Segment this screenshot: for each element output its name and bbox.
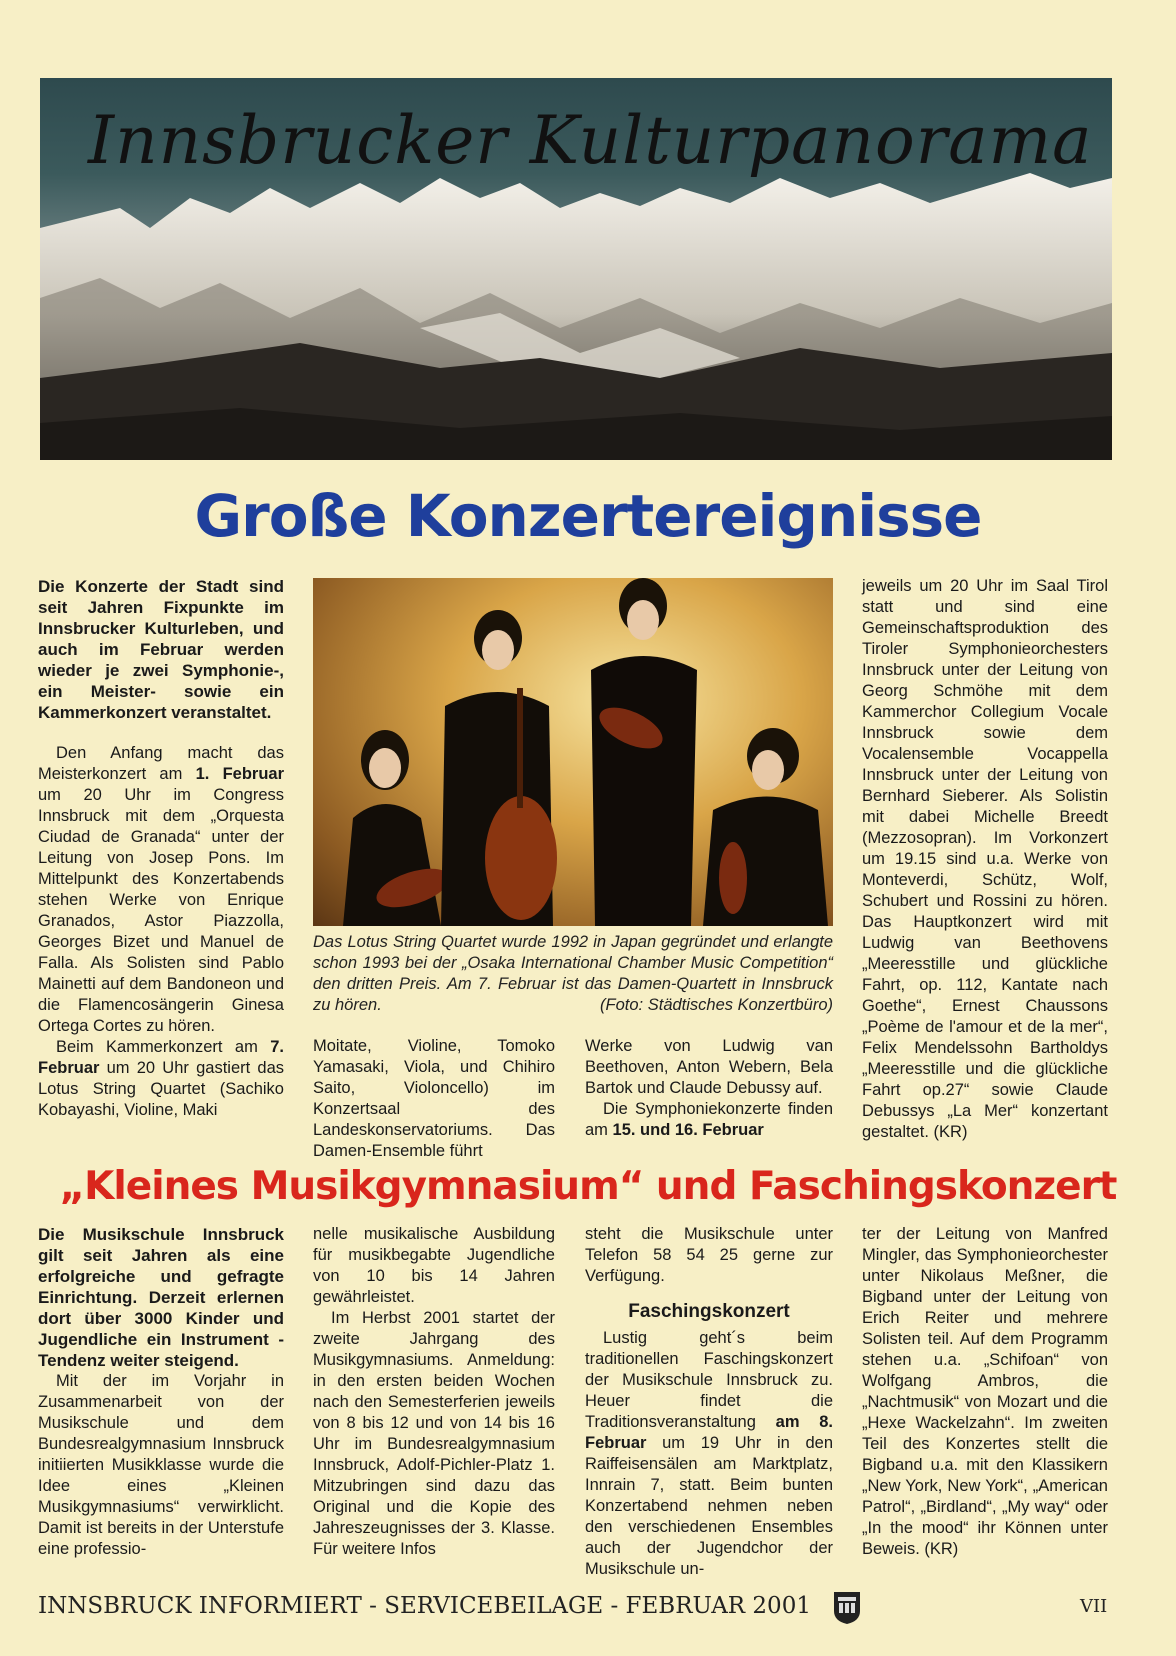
text-run: Den Anfang macht das Meisterkonzert am bbox=[38, 744, 284, 783]
article2-column4 bbox=[862, 1224, 1108, 1560]
article1-column4 bbox=[862, 576, 1108, 1143]
text-run: um 20 Uhr gastiert das Lotus String Quartet (Sachiko Kobayashi, Violine, Maki bbox=[38, 1059, 284, 1119]
subheading-faschingskonzert: Faschingskonzert bbox=[628, 1301, 790, 1322]
article2-lead: Die Musikschule Innsbruck gilt seit Jahren als eine erfolgreiche und gefragte Einrichtung. Derzeit erlernen dort über 3000 Kinder und Jugendliche ein Instrument - Tendenz weiter steigend. bbox=[38, 1225, 284, 1370]
article2-column1-paragraph1: Mit der im Vorjahr in Zusammenarbeit von der Musikschule und dem Bundesrealgymnasium Innsbruck initiierten Musikklasse wurde die Idee eines „Kleinen Musikgymnasiums“ verwirklicht. Damit ist bereits in der Unterstufe eine professio- bbox=[38, 1372, 284, 1558]
text-run: Lustig geht´s beim traditionellen Faschingskonzert der Musikschule Innsbruck zu. Heuer findet die Traditionsveranstaltung bbox=[585, 1329, 833, 1431]
photo-caption bbox=[313, 932, 833, 1016]
article2-column2 bbox=[313, 1224, 555, 1560]
article2-column2-paragraph1: nelle musikalische Ausbildung für musikbegabte Jugendliche von 10 bis 14 Jahren gewährleistet. bbox=[313, 1225, 555, 1306]
date-highlight: 7. Februar bbox=[38, 1038, 284, 1077]
page-number: VII bbox=[1080, 1596, 1108, 1617]
article1-column1 bbox=[38, 576, 284, 1121]
photo-credit: (Foto: Städtisches Konzertbüro) bbox=[600, 996, 833, 1014]
text-run: um 20 Uhr im Congress Innsbruck mit dem „Orquesta Ciudad de Granada“ unter der Leitung von Josep Pons. Im Mittelpunkt des Konzertabends stehen Werke von Enrique Granados, Astor Piazzolla, Georges Bizet und Manuel de Falla. Als Solisten sind Pablo Mainetti auf dem Bandoneon und die Flamencosängerin Ginesa Ortega Cortes zu hören. bbox=[38, 786, 284, 1035]
date-highlight: 15. und 16. Februar bbox=[612, 1121, 764, 1139]
text-run: Die Symphoniekonzerte finden am bbox=[585, 1100, 833, 1139]
text-run: um 19 Uhr in den Raiffeisensälen am Marktplatz, Innrain 7, statt. Beim bunten Konzertabend nehmen neben den verschiedenen Ensembles auch der Jugendchor der Musikschule un- bbox=[585, 1434, 833, 1578]
article1-column3 bbox=[585, 1036, 833, 1141]
article1-column2-text: Moitate, Violine, Tomoko Yamasaki, Viola, und Chihiro Saito, Violoncello) im Konzertsaal des Landeskonservatoriums. Das Damen-Ensemble führt bbox=[313, 1037, 555, 1160]
caption-text: Das Lotus String Quartet wurde 1992 in Japan gegründet und erlangte schon 1993 bei der „Osaka International Chamber Music Competition“ den dritten Preis. Am 7. Februar ist das Damen-Quartett in Innsbruck zu hören. bbox=[313, 933, 833, 1014]
string-quartet-image bbox=[313, 578, 833, 926]
article2-column1 bbox=[38, 1224, 284, 1560]
article2-column3-paragraph1: steht die Musikschule unter Telefon 58 54 25 gerne zur Verfügung. bbox=[585, 1225, 833, 1285]
article2-column4-text: ter der Leitung von Manfred Mingler, das Symphonieorchester unter Nikolaus Meßner, die Bigband unter der Leitung von Erich Reiter und mehrere Solisten teil. Auf dem Programm stehen u.a. „Schifoan“ von Wolfgang Ambros, die „Nachtmusik“ von Mozart und die „Hexe Wackelzahn“. Im zweiten Teil des Konzertes stellt die Bigband u.a. mit den Klassikern „New York, New York“, „American Patrol“, „Birdland“, „My way“ oder „In the mood“ ihr Können unter Beweis. (KR) bbox=[862, 1225, 1108, 1558]
article1-paragraph2 bbox=[38, 1037, 284, 1121]
article1-lead: Die Konzerte der Stadt sind seit Jahren Fixpunkte im Innsbrucker Kulturleben, und auch im Februar werden wieder je zwei Symphonie-, ein Meister- sowie ein Kammerkonzert veranstaltet. bbox=[38, 577, 284, 722]
article1-column2 bbox=[313, 1036, 555, 1162]
article1-column4-text: jeweils um 20 Uhr im Saal Tirol statt und sind eine Gemeinschaftsproduktion des Tiroler Symphonieorchesters Innsbruck unter der Leitung von Georg Schmöhe mit dem Kammerchor Collegium Vocale Innsbruck sowie dem Vocalensemble Vocappella Innsbruck unter der Leitung von Bernhard Sieberer. Als Solistin mit dabei Michelle Breedt (Mezzosopran). Im Vorkonzert um 19.15 sind u.a. Werke von Monteverdi, Schütz, Wolf, Schubert und Rossini zu hören. Das Hauptkonzert wird mit Ludwig van Beethovens „Meeresstille und glückliche Fahrt, op. 112, Kantate nach Goethe“, Ernest Chaussons „Poème de l'amour et de la mer“, Felix Mendelssohn Bartholdys „Meeresstille und die glückliche Fahrt op.27“ sowie Claude Debussys „La Mer“ konzertant gestaltet. (KR) bbox=[862, 577, 1108, 1141]
banner-title: Innsbrucker Kulturpanorama bbox=[88, 102, 1093, 179]
date-highlight: 1. Februar bbox=[195, 765, 284, 783]
text-run: Beim Kammerkonzert am bbox=[56, 1038, 271, 1056]
article1-column3-paragraph2 bbox=[585, 1099, 833, 1141]
article2-column3 bbox=[585, 1224, 833, 1580]
header-banner bbox=[40, 78, 1112, 460]
article1-column3-paragraph1: Werke von Ludwig van Beethoven, Anton Webern, Bela Bartok und Claude Debussy auf. bbox=[585, 1037, 833, 1097]
innsbruck-crest-icon bbox=[833, 1591, 861, 1625]
headline-music-school: „Kleines Musikgymnasium“ und Faschingskonzert bbox=[59, 1164, 1117, 1209]
footer-publication: INNSBRUCK INFORMIERT - SERVICEBEILAGE - FEBRUAR 2001 bbox=[38, 1593, 811, 1619]
article2-column2-paragraph2: Im Herbst 2001 startet der zweite Jahrgang des Musikgymnasiums. Anmeldung: in den ersten beiden Wochen nach den Semesterferien jeweils von 8 bis 12 und von 14 bis 16 Uhr im Bundesrealgymnasium Innsbruck, Adolf-Pichler-Platz 1. Mitzubringen sind dazu das Original und die Kopie des Jahreszeugnisses der 3. Klasse. Für weitere Infos bbox=[313, 1309, 555, 1558]
headline-concerts: Große Konzertereignisse bbox=[194, 482, 982, 550]
date-highlight: am 8. Februar bbox=[585, 1413, 833, 1452]
article2-column3-paragraph2 bbox=[585, 1328, 833, 1580]
quartet-photo bbox=[313, 578, 833, 926]
article1-paragraph1 bbox=[38, 743, 284, 1037]
